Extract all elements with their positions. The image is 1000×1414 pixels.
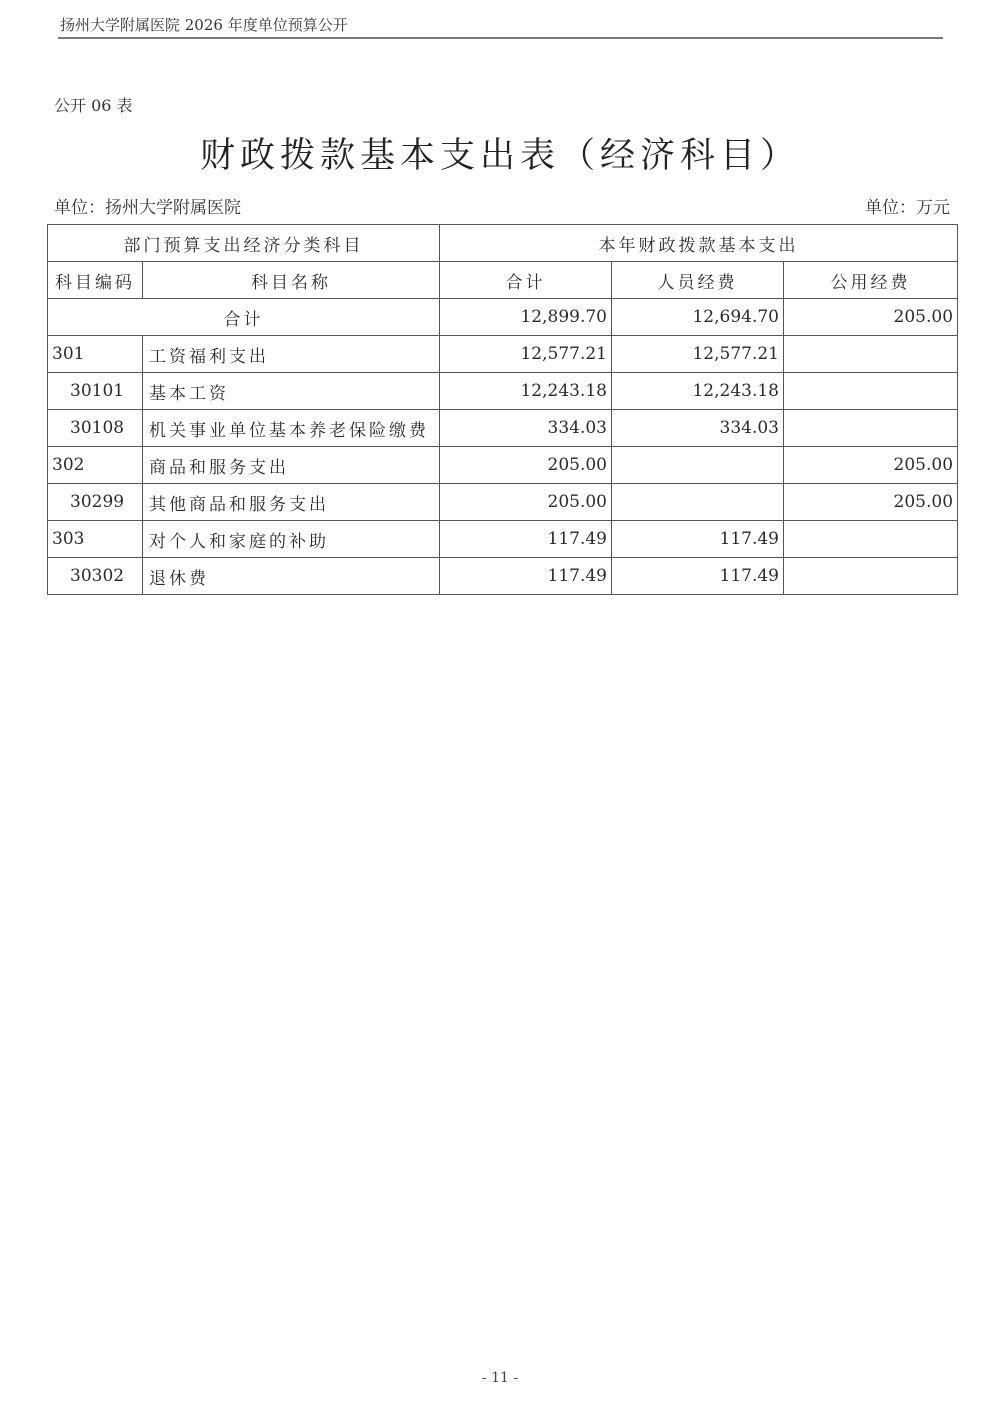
table-row [48, 336, 958, 373]
row-public [784, 336, 958, 373]
table-row [48, 447, 958, 484]
row-name: 对个人和家庭的补助 [143, 521, 440, 558]
total-row [48, 299, 958, 336]
row-total: 12,577.21 [440, 336, 612, 373]
column-header-name: 科目名称 [143, 262, 440, 299]
page-number: - 11 - [481, 1370, 519, 1386]
row-total: 205.00 [440, 484, 612, 521]
row-code: 30299 [48, 484, 143, 521]
row-total: 117.49 [440, 558, 612, 595]
budget-table [47, 224, 958, 595]
row-personnel: 334.03 [612, 410, 784, 447]
group-header-economic-class: 部门预算支出经济分类科目 [48, 225, 440, 262]
row-code: 301 [48, 336, 143, 373]
row-code: 302 [48, 447, 143, 484]
row-code: 30108 [48, 410, 143, 447]
row-name: 基本工资 [143, 373, 440, 410]
row-personnel: 117.49 [612, 558, 784, 595]
row-personnel: 117.49 [612, 521, 784, 558]
row-public [784, 373, 958, 410]
row-total: 205.00 [440, 447, 612, 484]
column-header-code: 科目编码 [48, 262, 143, 299]
column-header-row [48, 262, 958, 299]
row-personnel [612, 484, 784, 521]
row-total: 12,243.18 [440, 373, 612, 410]
row-code: 30302 [48, 558, 143, 595]
running-header: 扬州大学附属医院 2026 年度单位预算公开 [60, 16, 348, 34]
total-amount: 12,899.70 [440, 299, 612, 336]
unit-organization: 单位：扬州大学附属医院 [54, 198, 241, 218]
row-public [784, 410, 958, 447]
row-name: 商品和服务支出 [143, 447, 440, 484]
row-name: 其他商品和服务支出 [143, 484, 440, 521]
table-row [48, 410, 958, 447]
row-personnel: 12,577.21 [612, 336, 784, 373]
group-header-row [48, 225, 958, 262]
row-name: 退休费 [143, 558, 440, 595]
column-header-public: 公用经费 [784, 262, 958, 299]
column-header-personnel: 人员经费 [612, 262, 784, 299]
total-label: 合计 [48, 299, 440, 336]
table-row [48, 373, 958, 410]
page-title: 财政拨款基本支出表（经济科目） [199, 136, 800, 176]
row-code: 30101 [48, 373, 143, 410]
row-public [784, 521, 958, 558]
row-total: 334.03 [440, 410, 612, 447]
table-row [48, 558, 958, 595]
row-public [784, 558, 958, 595]
row-personnel [612, 447, 784, 484]
row-code: 303 [48, 521, 143, 558]
row-name: 机关事业单位基本养老保险缴费 [143, 410, 440, 447]
total-personnel: 12,694.70 [612, 299, 784, 336]
row-total: 117.49 [440, 521, 612, 558]
row-personnel: 12,243.18 [612, 373, 784, 410]
table-row [48, 521, 958, 558]
column-header-total: 合计 [440, 262, 612, 299]
group-header-basic-expenditure: 本年财政拨款基本支出 [440, 225, 958, 262]
row-public: 205.00 [784, 447, 958, 484]
unit-currency: 单位：万元 [865, 198, 950, 218]
header-divider [58, 37, 943, 39]
row-public: 205.00 [784, 484, 958, 521]
table-row [48, 484, 958, 521]
row-name: 工资福利支出 [143, 336, 440, 373]
table-number: 公开 06 表 [54, 96, 133, 115]
total-public: 205.00 [784, 299, 958, 336]
